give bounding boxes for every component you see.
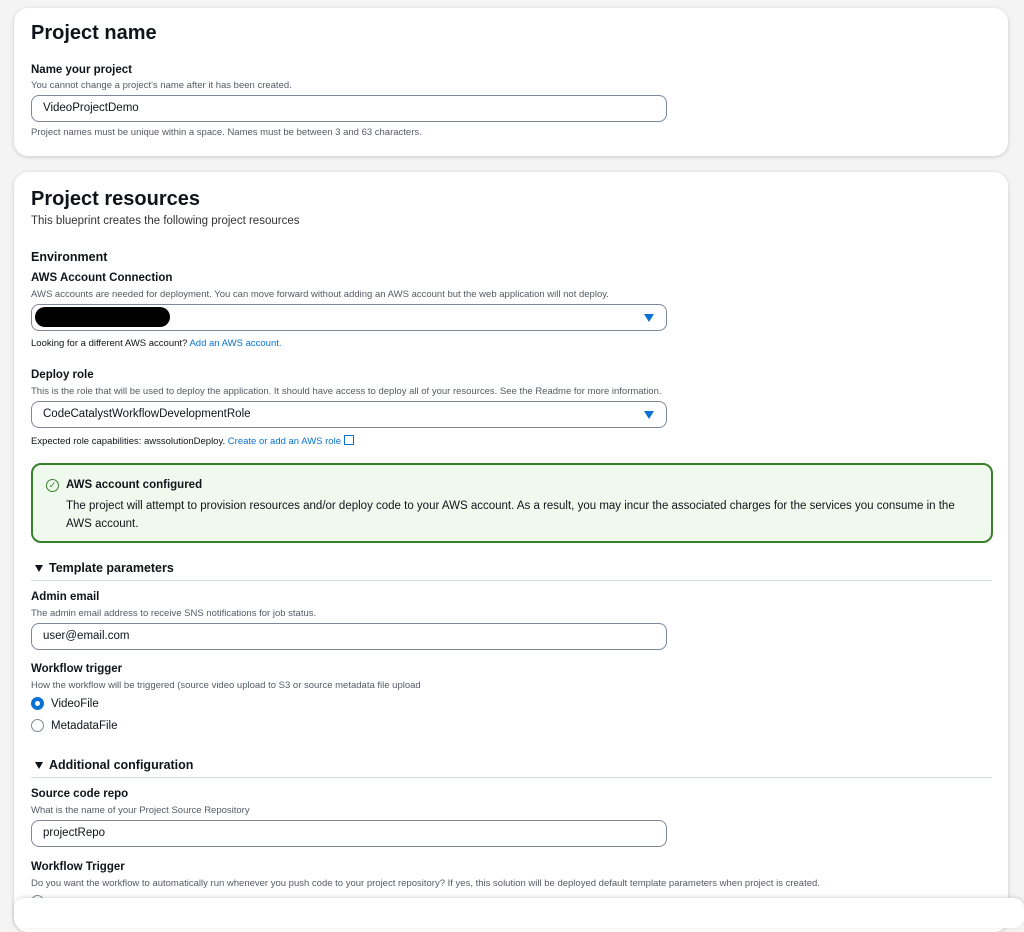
section-heading: Additional configuration xyxy=(49,758,194,772)
field-label: AWS Account Connection xyxy=(31,272,173,284)
caret-down-icon xyxy=(35,762,43,769)
field-label: Workflow Trigger xyxy=(31,861,125,873)
project-resources-card xyxy=(14,172,1008,932)
section-title: Project resources xyxy=(31,188,200,210)
selected-role: CodeCatalystWorkflowDevelopmentRole xyxy=(43,408,251,420)
source-repo-input[interactable]: projectRepo xyxy=(31,820,667,847)
hint-text: Expected role capabilities: awssolutionDeploy. xyxy=(31,436,226,447)
admin-email-input[interactable]: user@email.com xyxy=(31,623,667,650)
overlay-panel xyxy=(14,898,1024,928)
field-label: Source code repo xyxy=(31,788,129,800)
field-description: Do you want the workflow to automatically run whenever you push code to your project repository? If yes, this solution will be deployed default template parameters when project is created. xyxy=(31,878,820,889)
redacted-account xyxy=(35,307,170,327)
caret-down-icon xyxy=(644,314,654,322)
field-label: Workflow trigger xyxy=(31,663,123,675)
hint-text: Looking for a different AWS account? xyxy=(31,338,188,349)
additional-configuration-toggle[interactable] xyxy=(35,758,193,772)
aws-account-select[interactable] xyxy=(31,304,667,331)
deploy-role-select[interactable] xyxy=(31,401,667,428)
alert-title: AWS account configured xyxy=(66,479,203,491)
radio-label: MetadataFile xyxy=(51,719,118,732)
section-heading: Template parameters xyxy=(49,561,174,575)
section-title: Project name xyxy=(31,22,157,44)
field-description: The admin email address to receive SNS notifications for job status. xyxy=(31,608,317,619)
field-description: This is the role that will be used to deploy the application. It should have access to deploy all of your resources. See the Readme for more information. xyxy=(31,386,662,397)
radio-unselected[interactable] xyxy=(31,719,44,732)
caret-down-icon xyxy=(35,565,43,572)
radio-metadatafile[interactable] xyxy=(31,719,117,732)
environment-heading: Environment xyxy=(31,250,108,264)
field-description: You cannot change a project's name after it has been created. xyxy=(31,80,292,91)
project-name-input[interactable]: VideoProjectDemo xyxy=(31,95,667,122)
field-label: Deploy role xyxy=(31,369,94,381)
project-name-card xyxy=(14,8,1008,156)
external-link-icon xyxy=(344,435,354,445)
radio-selected[interactable] xyxy=(31,697,44,710)
check-circle-icon: ✓ xyxy=(46,479,59,492)
field-description: What is the name of your Project Source Repository xyxy=(31,805,250,816)
account-hint xyxy=(31,338,282,349)
success-alert xyxy=(31,463,993,543)
role-hint xyxy=(31,435,354,447)
field-constraint: Project names must be unique within a space. Names must be between 3 and 63 characters. xyxy=(31,127,422,138)
field-label: Admin email xyxy=(31,591,100,603)
divider xyxy=(31,777,992,778)
add-aws-account-link[interactable]: Add an AWS account. xyxy=(189,338,282,349)
radio-label: VideoFile xyxy=(51,697,99,710)
create-aws-role-link[interactable]: Create or add an AWS role xyxy=(227,436,341,447)
divider xyxy=(31,580,992,581)
section-subtitle: This blueprint creates the following project resources xyxy=(31,215,300,227)
radio-videofile[interactable] xyxy=(31,697,99,710)
field-label: Name your project xyxy=(31,64,132,76)
alert-body: The project will attempt to provision resources and/or deploy code to your AWS account. As a result, you may incur the associated charges for the services you consume in the AWS account. xyxy=(66,500,955,530)
template-parameters-toggle[interactable] xyxy=(35,561,174,575)
field-description: AWS accounts are needed for deployment. You can move forward without adding an AWS account but the web application will not deploy. xyxy=(31,289,609,300)
caret-down-icon xyxy=(644,411,654,419)
field-description: How the workflow will be triggered (source video upload to S3 or source metadata file upload xyxy=(31,680,421,691)
